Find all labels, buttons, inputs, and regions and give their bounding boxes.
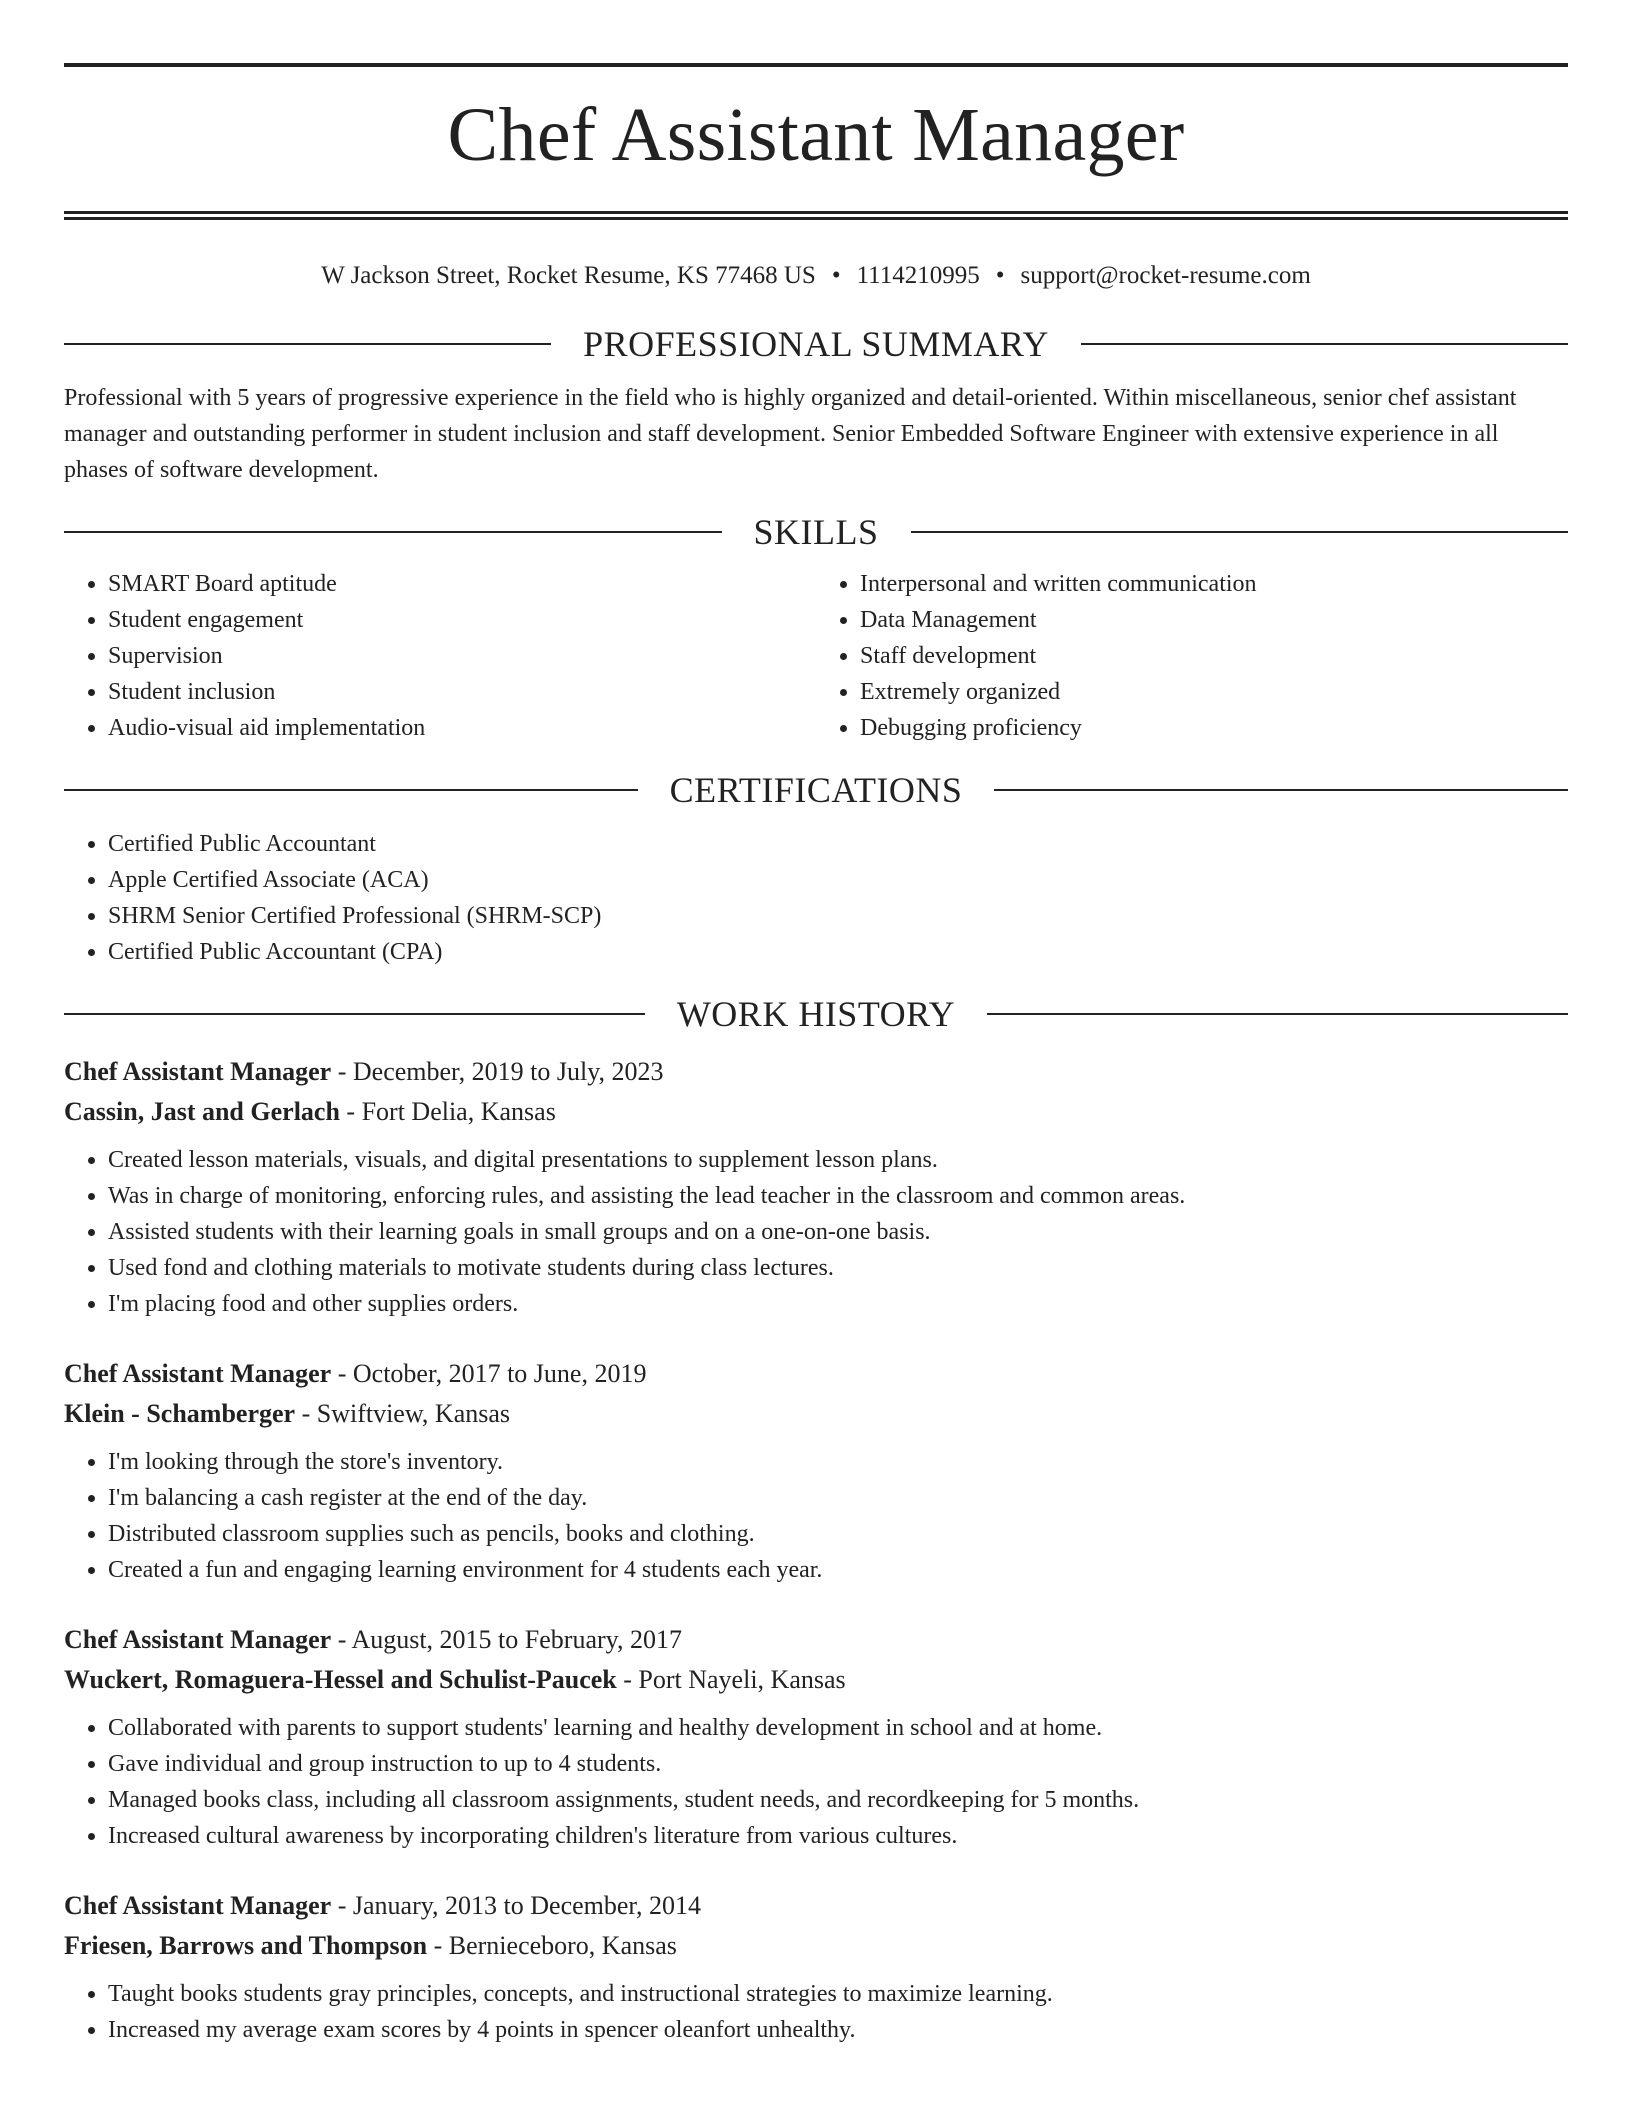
job-bullet: • Gave individual and group instruction to up to 4 students.: [108, 1746, 1568, 1782]
skill-item: • Audio-visual aid implementation: [108, 710, 816, 746]
job-entry: [64, 1354, 1568, 1588]
job-dates: - August, 2015 to February, 2017: [331, 1625, 682, 1654]
skill-item: • Interpersonal and written communication: [860, 566, 1568, 602]
section-rule: [994, 789, 1568, 791]
job-entry: [64, 1620, 1568, 1854]
section-rule: [987, 1013, 1568, 1015]
job-title-line: [64, 1354, 1568, 1394]
job-bullet: • Distributed classroom supplies such as pencils, books and clothing.: [108, 1516, 1568, 1552]
job-bullet: • Created lesson materials, visuals, and digital presentations to supplement lesson plans.: [108, 1142, 1568, 1178]
job-company: Cassin, Jast and Gerlach: [64, 1097, 340, 1126]
job-title-line: [64, 1052, 1568, 1092]
skill-item: • Staff development: [860, 638, 1568, 674]
job-title-line: [64, 1620, 1568, 1660]
job-title: Chef Assistant Manager: [64, 1625, 332, 1654]
certification-item: • Certified Public Accountant: [108, 826, 1568, 862]
section-rule: [64, 789, 638, 791]
section-header-summary: [64, 322, 1568, 366]
job-bullet: • Used fond and clothing materials to motivate students during class lectures.: [108, 1250, 1568, 1286]
job-location: - Fort Delia, Kansas: [339, 1097, 556, 1126]
section-title: PROFESSIONAL SUMMARY: [583, 324, 1049, 364]
job-company-line: [64, 1660, 1568, 1700]
job-bullet: • Created a fun and engaging learning environment for 4 students each year.: [108, 1552, 1568, 1588]
section-rule: [64, 343, 551, 345]
contact-separator: •: [831, 262, 841, 289]
section-rule: [911, 531, 1569, 533]
job-company: Friesen, Barrows and Thompson: [64, 1931, 428, 1960]
job-bullet: • I'm placing food and other supplies orders.: [108, 1286, 1568, 1322]
job-company-line: [64, 1092, 1568, 1132]
job-entry: [64, 1886, 1568, 2048]
name-double-rule: [64, 211, 1568, 220]
certifications-list: [64, 826, 1568, 970]
job-company-line: [64, 1926, 1568, 1966]
job-location: - Swiftview, Kansas: [295, 1399, 511, 1428]
contact-separator: •: [995, 262, 1005, 289]
certification-item: • Certified Public Accountant (CPA): [108, 934, 1568, 970]
job-bullet: • Taught books students gray principles, concepts, and instructional strategies to maximize learning.: [108, 1976, 1568, 2012]
skill-item: • Debugging proficiency: [860, 710, 1568, 746]
section-header-skills: [64, 510, 1568, 554]
section-rule: [1081, 343, 1568, 345]
section-title: SKILLS: [753, 512, 879, 552]
skill-item: • Extremely organized: [860, 674, 1568, 710]
certification-item: • Apple Certified Associate (ACA): [108, 862, 1568, 898]
skills-grid: [64, 566, 1568, 746]
contact-address: W Jackson Street, Rocket Resume, KS 77468 US: [321, 262, 816, 289]
resume-name: Chef Assistant Manager: [447, 93, 1185, 177]
job-dates: - January, 2013 to December, 2014: [331, 1891, 702, 1920]
section-header-certifications: [64, 768, 1568, 812]
skill-item: • SMART Board aptitude: [108, 566, 816, 602]
skills-list-right: [816, 566, 1568, 746]
contact-phone: 1114210995: [856, 262, 980, 289]
job-entry: [64, 1052, 1568, 1322]
job-location: - Bernieceboro, Kansas: [427, 1931, 677, 1960]
skill-item: • Student inclusion: [108, 674, 816, 710]
job-title: Chef Assistant Manager: [64, 1891, 332, 1920]
section-rule: [64, 1013, 645, 1015]
job-bullet: • Increased cultural awareness by incorporating children's literature from various cultures.: [108, 1818, 1568, 1854]
job-dates: - December, 2019 to July, 2023: [331, 1057, 664, 1086]
job-bullet: • Was in charge of monitoring, enforcing rules, and assisting the lead teacher in the classroom and common areas.: [108, 1178, 1568, 1214]
job-bullet: • Managed books class, including all classroom assignments, student needs, and recordkeeping for 5 months.: [108, 1782, 1568, 1818]
job-bullet: • I'm looking through the store's inventory.: [108, 1444, 1568, 1480]
skills-list-left: [64, 566, 816, 746]
job-title: Chef Assistant Manager: [64, 1057, 332, 1086]
job-bullets: [64, 1142, 1568, 1322]
job-dates: - October, 2017 to June, 2019: [331, 1359, 647, 1388]
job-bullets: [64, 1976, 1568, 2048]
job-bullets: [64, 1444, 1568, 1588]
section-rule: [64, 531, 722, 533]
job-title-line: [64, 1886, 1568, 1926]
section-title: CERTIFICATIONS: [669, 770, 963, 810]
job-bullets: [64, 1710, 1568, 1854]
contact-line: [64, 260, 1568, 292]
job-company: Wuckert, Romaguera-Hessel and Schulist-Paucek: [64, 1665, 617, 1694]
job-company-line: [64, 1394, 1568, 1434]
section-header-work-history: [64, 992, 1568, 1036]
summary-text: Professional with 5 years of progressive experience in the field who is highly organized and detail-oriented. Within miscellaneous, senior chef assistant manager and outstanding performer in student inclusion and staff development. Senior Embedded Software Engineer with extensive experience in all phases of software development.: [64, 385, 1517, 483]
job-bullet: • Increased my average exam scores by 4 points in spencer oleanfort unhealthy.: [108, 2012, 1568, 2048]
section-title: WORK HISTORY: [676, 994, 956, 1034]
job-bullet: • Collaborated with parents to support students' learning and healthy development in school and at home.: [108, 1710, 1568, 1746]
certification-item: • SHRM Senior Certified Professional (SHRM-SCP): [108, 898, 1568, 934]
skill-item: • Student engagement: [108, 602, 816, 638]
job-company: Klein - Schamberger: [64, 1399, 296, 1428]
skill-item: • Data Management: [860, 602, 1568, 638]
contact-email[interactable]: support@rocket-resume.com: [1020, 262, 1311, 289]
job-title: Chef Assistant Manager: [64, 1359, 332, 1388]
top-rule: [64, 63, 1568, 67]
job-location: - Port Nayeli, Kansas: [616, 1665, 846, 1694]
skill-item: • Supervision: [108, 638, 816, 674]
job-bullet: • I'm balancing a cash register at the end of the day.: [108, 1480, 1568, 1516]
job-bullet: • Assisted students with their learning goals in small groups and on a one-on-one basis.: [108, 1214, 1568, 1250]
